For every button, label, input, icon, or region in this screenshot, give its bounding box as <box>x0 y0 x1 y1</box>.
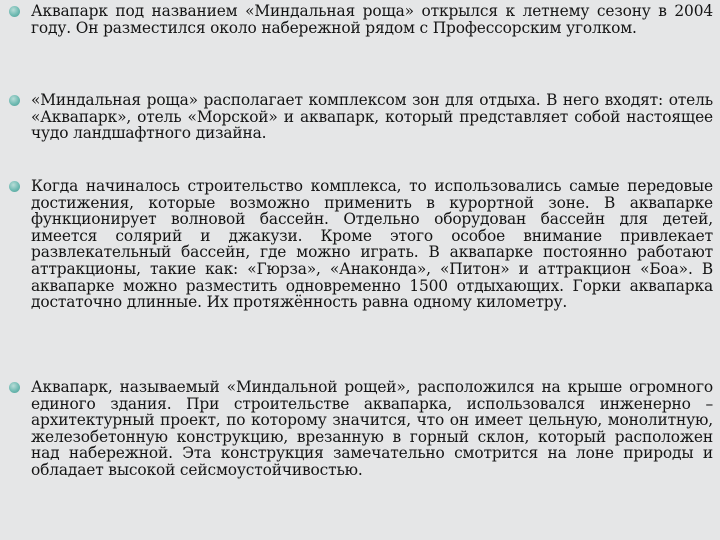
bullet-item-opening <box>31 3 713 36</box>
bullet-item-zones <box>31 92 713 142</box>
bullet-dot-icon <box>9 382 20 393</box>
bullet-text: «Миндальная роща» располагает комплексом зон для отдыха. В него входят: отель «Аквапарк», отель «Морской» и аквапарк, который представляет собой настоящее чудо ландшафтного дизайна. <box>31 91 713 143</box>
bullet-dot-icon <box>9 95 20 106</box>
bullet-dot-icon <box>9 181 20 192</box>
bullet-text: Аквапарк, называемый «Миндальной рощей», расположился на крыше огромного единого здания. При строительстве аквапарка, использовался инженерно – архитектурный проект, по которому значится, что он имеет цельную, монолитную, железобетонную конструкцию, врезанную в горный склон, который расположен над набережной. Эта конструкция замечательно смотрится на лоне природы и обладает высокой сейсмоустойчивостью. <box>31 378 713 479</box>
bullet-item-construction <box>31 178 713 311</box>
bullet-text: Когда начиналось строительство комплекса, то использовались самые передовые достижения, которые возможно применить в курортной зоне. В аквапарке функционирует волновой бассейн. Отдельно оборудован бассейн для детей, имеется солярий и джакузи. Кроме этого особое внимание привлекает развлекательный бассейн, где можно играть. В аквапарке постоянно работают аттракционы, такие как: «Гюрза», «Анаконда», «Питон» и аттракцион «Боа». В аквапарке можно разместить одновременно 1500 отдыхающих. Горки аквапарка достаточно длинные. Их протяжённость равна одному километру. <box>31 177 713 312</box>
bullet-item-building <box>31 379 713 479</box>
bullet-dot-icon <box>9 6 20 17</box>
bullet-text: Аквапарк под названием «Миндальная роща» открылся к летнему сезону в 2004 году. Он разместился около набережной рядом с Профессорским уголком. <box>31 2 713 37</box>
